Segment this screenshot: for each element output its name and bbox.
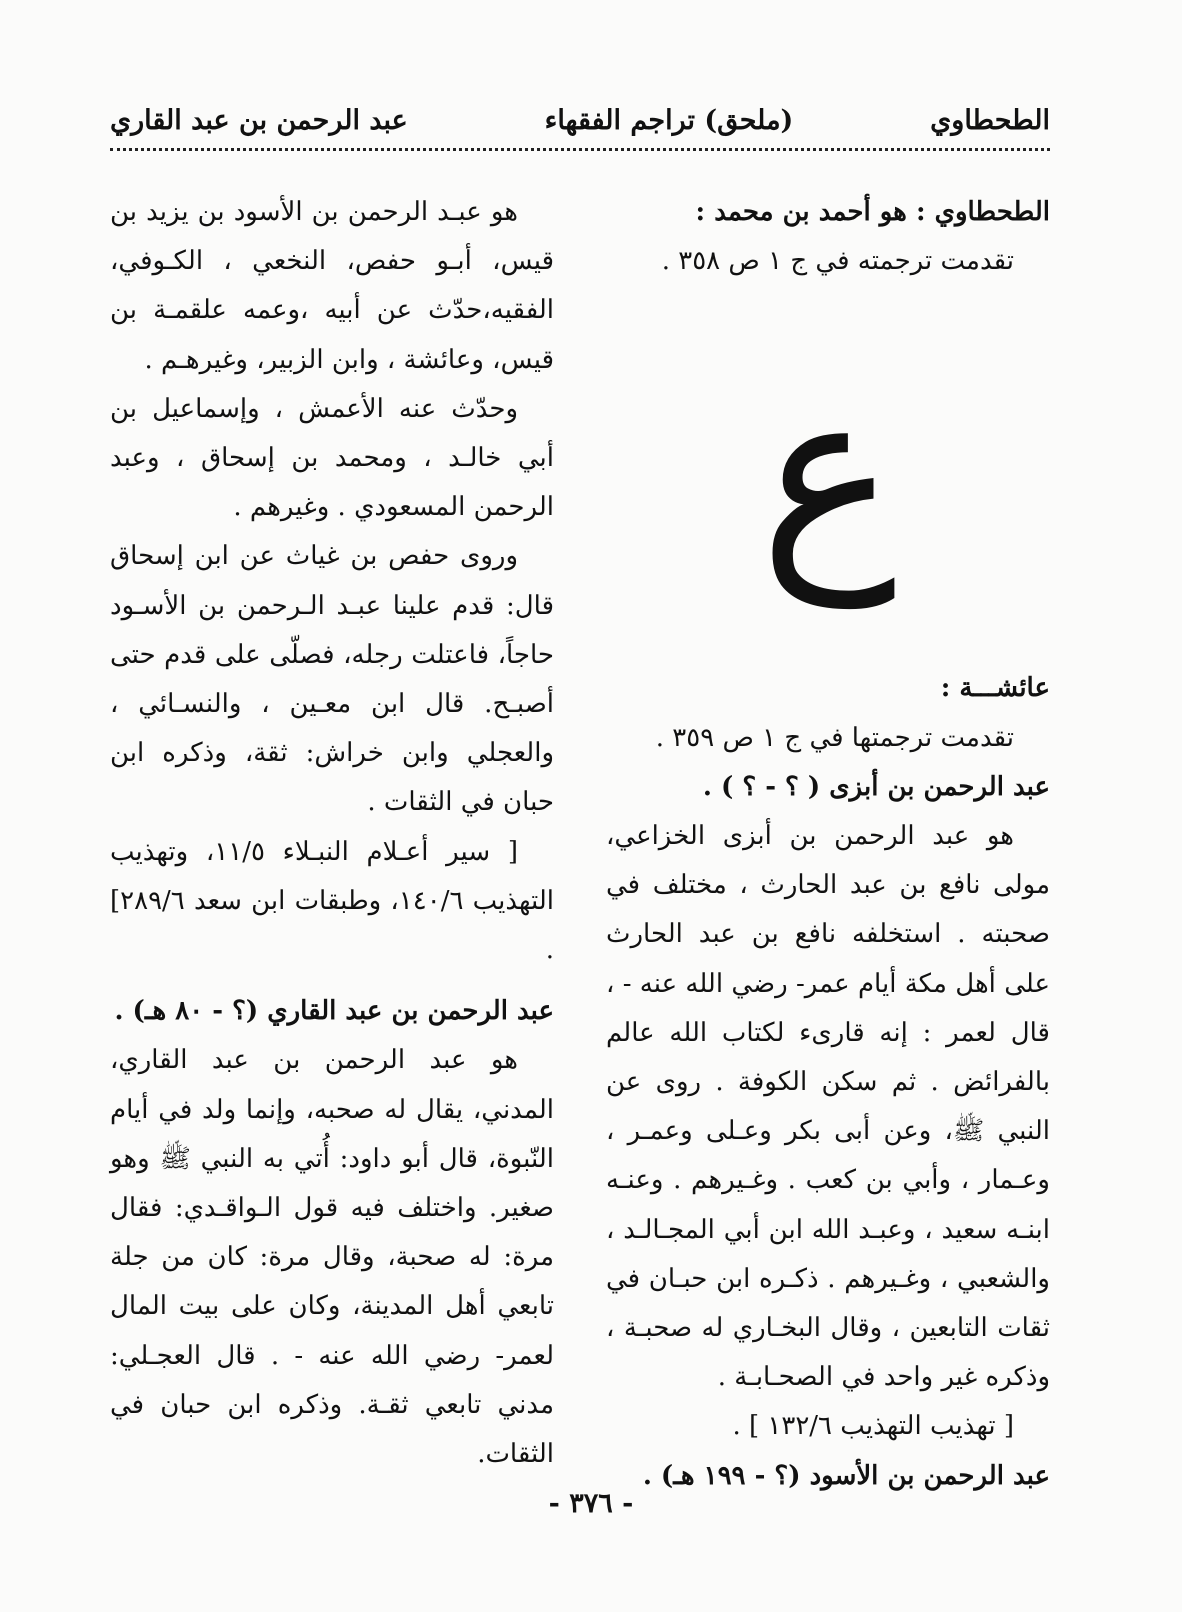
header-left-title: عبد الرحمن بن عبد القاري bbox=[110, 105, 408, 136]
running-header bbox=[110, 104, 1050, 151]
ibn-aswad-heading: عبد الرحمن بن الأسود (؟ - ١٩٩ هـ) . bbox=[642, 1460, 1050, 1491]
ibn-aswad-bio-paragraph-1: هو عبـد الرحمن بن الأسود بن يزيد بن قيس، أبـو حفص، النخعي ، الكـوفي، الفقيه،حدّث عن أبيه ،وعمه علقمـة بن قيس، وعائشة ، وابن الزبير، وغيرهـم . bbox=[110, 197, 554, 375]
page-number: - ٣٧٦ - bbox=[548, 1488, 634, 1519]
ibn-abza-heading: عبد الرحمن بن أبزى ( ؟ - ؟ ) . bbox=[702, 771, 1050, 802]
aisha-heading: عائشـــة : bbox=[940, 673, 1050, 704]
right-column bbox=[606, 188, 1050, 1501]
ibn-aswad-reference: [ سير أعـلام النبـلاء ١١/٥، وتهذيب التهذيب ١٤٠/٦، وطبقات ابن سعد ٢٨٩/٦] . bbox=[110, 836, 554, 966]
tahtawi-heading: الطحطاوي : هو أحمد بن محمد : bbox=[695, 197, 1050, 227]
left-column bbox=[110, 188, 554, 1479]
ibn-abd-qari-heading: عبد الرحمن بن عبد القاري (؟ - ٨٠ هـ) . bbox=[114, 996, 554, 1027]
ibn-abza-biography: هو عبد الرحمن بن أبزى الخزاعي، مولى نافع بن عبد الحارث ، مختلف في صحبته . استخلفه نافع بن عبد الحارث على أهل مكة أيام عمر- رضي الله عنه - ، قال لعمر : إنه قارىء لكتاب الله عالم بالفرائض . ثم سكن الكوفة . روى عن النبي ﷺ، وعن أبى بكر وعـلى وعمـر ، وعـمار ، وأبي بن كعب . وغـيرهم . وعنـه ابنـه سعيد ، وعبـد الله ابن أبي المجـالـد ، والشعبي ، وغـيرهم . ذكـره ابن حبـان في ثقات التابعين ، وقال البخـاري له صحبـة ، وذكره غير واحد في الصحـابـة . bbox=[606, 821, 1050, 1393]
entry-spacer bbox=[110, 975, 554, 987]
tahtawi-reference: تقدمت ترجمته في ج ١ ص ٣٥٨ . bbox=[661, 246, 1014, 277]
header-right-title: الطحطاوي bbox=[930, 105, 1050, 136]
header-center-title: (ملحق) تراجم الفقهاء bbox=[544, 105, 794, 136]
ibn-abd-qari-biography: هو عبد الرحمن بن عبد القاري، المدني، يقال له صحبه، وإنما ولد في أيام النّبوة، قال أبو داود: أُتي به النبي ﷺ وهو صغير. واختلف فيه قول الـواقـدي: فقال مرة: له صحبة، وقال مرة: كان من جلة تابعي أهل المدينة، وكان على بيت المال لعمر- رضي الله عنه - . قال العجـلي: مدني تابعي ثقـة. وذكره ابن حبان في الثقات. bbox=[110, 1045, 554, 1470]
section-letter: ع bbox=[759, 341, 897, 609]
ibn-abza-reference: [ تهذيب التهذيب ١٣٢/٦ ] . bbox=[732, 1411, 1014, 1442]
aisha-reference: تقدمت ترجمتها في ج ١ ص ٣٥٩ . bbox=[655, 722, 1014, 753]
ibn-aswad-bio-paragraph-3: وروى حفص بن غياث عن ابن إسحاق قال: قدم علينا عبـد الـرحمن بن الأسـود حاجاً، فاعتلت رجله، فصلّى على قدم حتى أصبـح. قال ابن معـين ، والنسـائي ، والعجلي وابن خراش: ثقة، وذكره ابن حبان في الثقات . bbox=[110, 541, 554, 818]
ibn-aswad-bio-paragraph-2: وحدّث عنه الأعمش ، وإسماعيل بن أبي خالـد ، ومحمد بن إسحاق ، وعبد الرحمن المسعودي . وغيرهم . bbox=[110, 393, 554, 523]
